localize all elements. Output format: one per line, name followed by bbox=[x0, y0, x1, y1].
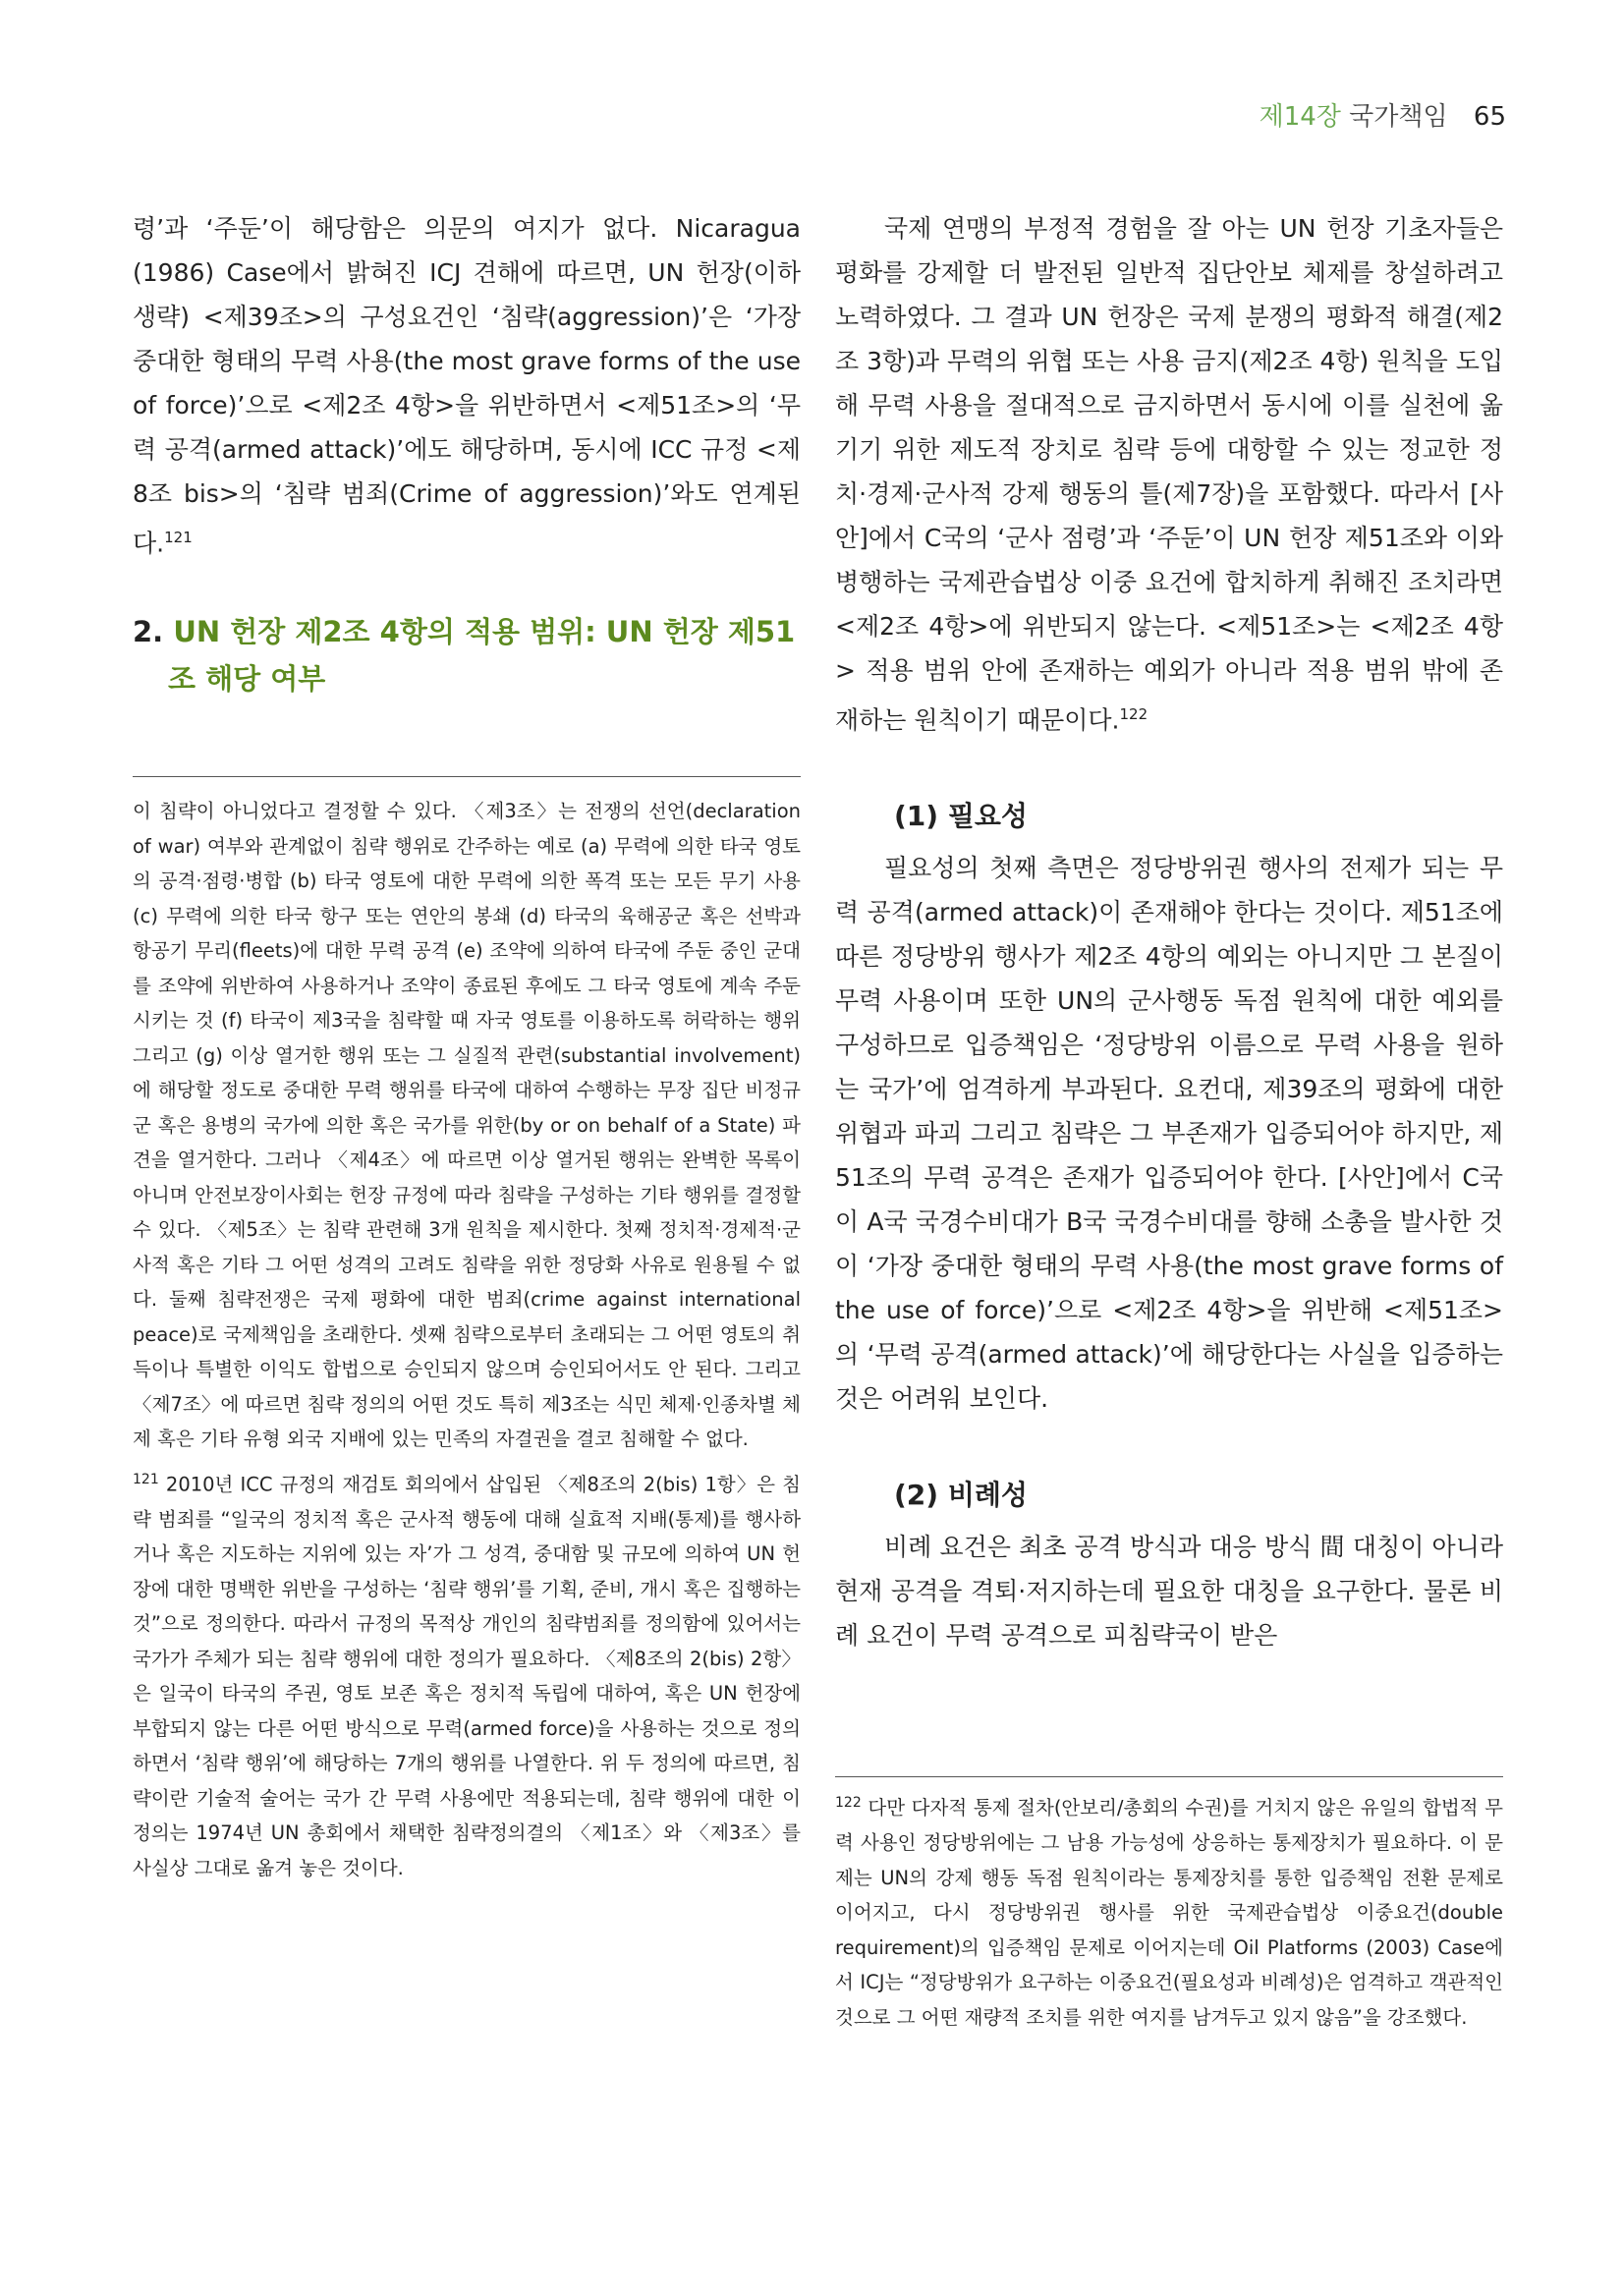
right-footnotes bbox=[835, 1786, 1503, 2035]
running-header bbox=[1260, 96, 1506, 133]
subheading-proportionality: (2) 비례성 bbox=[894, 1479, 1028, 1512]
left-column bbox=[133, 206, 801, 702]
footnote-122-number: 122 bbox=[835, 1795, 862, 1811]
footnote-121 bbox=[133, 1463, 801, 1886]
section-number: 2. bbox=[133, 615, 164, 649]
proportionality-paragraph: 비례 요건은 최초 공격 방식과 대응 방식 間 대칭이 아니라 현재 공격을 격퇴·저지하는데 필요한 대칭을 요구한다. 물론 비례 요건이 무력 공격으로 피침략국이 받은 bbox=[835, 1533, 1503, 1651]
footnote-122-text: 다만 다자적 통제 절차(안보리/총회의 수권)를 거치지 않은 유일의 합법적 무력 사용인 정당방위에는 그 남용 가능성에 상응하는 통제장치가 필요하다. 이 문제는 UN의 강제 행동 독점 원칙이라는 통제장치를 통한 입증책임 전환 문제로 이어지고, 다시 정당방위권 행사를 위한 국제관습법상 이중요건(double requirement)의 입증책임 문제로 이어지는데 Oil Platforms (2003) Case에서 ICJ는 “정당방위가 요구하는 이중요건(필요성과 비례성)은 엄격하고 객관적인 것으로 그 어떤 재량적 조치를 위한 여지를 남겨두고 있지 않음”을 강조했다. bbox=[835, 1796, 1503, 2029]
left-paragraph-1 bbox=[133, 206, 801, 565]
chapter-number: 제14장 bbox=[1259, 102, 1341, 132]
right-column bbox=[835, 206, 1503, 1657]
left-footnotes bbox=[133, 794, 801, 1885]
section-title: UN 헌장 제2조 4항의 적용 범위: UN 헌장 제51조 해당 여부 bbox=[168, 615, 796, 697]
footnote-continued: 이 침략이 아니었다고 결정할 수 있다. 〈제3조〉는 전쟁의 선언(declaration of war) 여부와 관계없이 침략 행위로 간주하는 예로 (a) 무력에 의한 타국 영토의 공격·점령·병합 (b) 타국 영토에 대한 무력에 의한 폭격 또는 모든 무기 사용 (c) 무력에 의한 타국 항구 또는 연안의 봉쇄 (d) 타국의 육해공군 혹은 선박과 항공기 무리(fleets)에 대한 무력 공격 (e) 조약에 의하여 타국에 주둔 중인 군대를 조약에 위반하여 사용하거나 조약이 종료된 후에도 그 타국 영토에 계속 주둔시키는 것 (f) 타국이 제3국을 침략할 때 자국 영토를 이용하도록 허락하는 행위 그리고 (g) 이상 열거한 행위 또는 그 실질적 관련(substantial involvement)에 해당할 정도로 중대한 무력 행위를 타국에 대하여 수행하는 무장 집단 비정규군 혹은 용병의 국가에 의한 혹은 국가를 위한(by or on behalf of a State) 파견을 열거한다. 그러나 〈제4조〉에 따르면 이상 열거된 행위는 완벽한 목록이 아니며 안전보장이사회는 헌장 규정에 따라 침략을 구성하는 기타 행위를 결정할 수 있다. 〈제5조〉는 침략 관련해 3개 원칙을 제시한다. 첫째 정치적·경제적·군사적 혹은 기타 그 어떤 성격의 고려도 침략을 위한 정당화 사유로 원용될 수 없다. 둘째 침략전쟁은 국제 평화에 대한 범죄(crime against international peace)로 국제책임을 초래한다. 셋째 침략으로부터 초래되는 그 어떤 영토의 취득이나 특별한 이익도 합법으로 승인되지 않으며 승인되어서도 안 된다. 그리고 〈제7조〉에 따르면 침략 정의의 어떤 것도 특히 제3조는 식민 체제·인종차별 체제 혹은 기타 유형 외국 지배에 있는 민족의 자결권을 결코 침해할 수 없다. bbox=[133, 800, 801, 1450]
subheading-necessity: (1) 필요성 bbox=[894, 800, 1028, 833]
footnote-divider-left bbox=[133, 776, 801, 777]
footnote-ref-122[interactable]: 122 bbox=[1119, 705, 1148, 723]
footnote-121-text: 2010년 ICC 규정의 재검토 회의에서 삽입된 〈제8조의 2(bis) 1항〉은 침략 범죄를 “일국의 정치적 혹은 군사적 행동에 대해 실효적 지배(통제)를 행사하거나 혹은 지도하는 지위에 있는 자’가 그 성격, 중대함 및 규모에 의하여 UN 헌장에 대한 명백한 위반을 구성하는 ‘침략 행위’를 기획, 준비, 개시 혹은 집행하는 것”으로 정의한다. 따라서 규정의 목적상 개인의 침략범죄를 정의함에 있어서는 국가가 주체가 되는 침략 행위에 대한 정의가 필요하다. 〈제8조의 2(bis) 2항〉은 일국이 타국의 주권, 영토 보존 혹은 정치적 독립에 대하여, 혹은 UN 헌장에 부합되지 않는 다른 어떤 방식으로 무력(armed force)을 사용하는 것으로 정의하면서 ‘침략 행위’에 해당하는 7개의 행위를 나열한다. 위 두 정의에 따르면, 침략이란 기술적 술어는 국가 간 무력 사용에만 적용되는데, 침략 행위에 대한 이 정의는 1974년 UN 총회에서 채택한 침략정의결의 〈제1조〉와 〈제3조〉를 사실상 그대로 옮겨 놓은 것이다. bbox=[133, 1473, 801, 1879]
section-heading-2 bbox=[133, 608, 801, 702]
left-paragraph-1-text: 령’과 ‘주둔’이 해당함은 의문의 여지가 없다. Nicaragua (1986) Case에서 밝혀진 ICJ 견해에 따르면, UN 헌장(이하 생략) <제39조>의 구성요건인 ‘침략(aggression)’은 ‘가장 중대한 형태의 무력 사용(the most grave forms of the use of force)’으로 <제2조 4항>을 위반하면서 <제51조>의 ‘무력 공격(armed attack)’에도 해당하며, 동시에 ICC 규정 <제8조 bis>의 ‘침략 범죄(Crime of aggression)’와도 연계된다. bbox=[133, 214, 801, 558]
page-number: 65 bbox=[1473, 102, 1506, 132]
footnote-122 bbox=[835, 1786, 1503, 2035]
footnote-ref-121[interactable]: 121 bbox=[164, 529, 193, 546]
chapter-title: 국가책임 bbox=[1349, 102, 1448, 132]
right-paragraph-1-text: 국제 연맹의 부정적 경험을 잘 아는 UN 헌장 기초자들은 평화를 강제할 더 발전된 일반적 집단안보 체제를 창설하려고 노력하였다. 그 결과 UN 헌장은 국제 분쟁의 평화적 해결(제2조 3항)과 무력의 위협 또는 사용 금지(제2조 4항) 원칙을 도입해 무력 사용을 절대적으로 금지하면서 동시에 이를 실천에 옮기기 위한 제도적 장치로 침략 등에 대항할 수 있는 정교한 정치·경제·군사적 강제 행동의 틀(제7장)을 포함했다. 따라서 [사안]에서 C국의 ‘군사 점령’과 ‘주둔’이 UN 헌장 제51조와 이와 병행하는 국제관습법상 이중 요건에 합치하게 취해진 조치라면 <제2조 4항>에 위반되지 않는다. <제51조>는 <제2조 4항> 적용 범위 안에 존재하는 예외가 아니라 적용 범위 밖에 존재하는 원칙이기 때문이다. bbox=[835, 214, 1503, 735]
right-paragraph-1 bbox=[835, 206, 1503, 742]
footnote-divider-right bbox=[835, 1776, 1503, 1777]
necessity-paragraph: 필요성의 첫째 측면은 정당방위권 행사의 전제가 되는 무력 공격(armed attack)이 존재해야 한다는 것이다. 제51조에 따른 정당방위 행사가 제2조 4항의 예외는 아니지만 그 본질이 무력 사용이며 또한 UN의 군사행동 독점 원칙에 대한 예외를 구성하므로 입증책임은 ‘정당방위 이름으로 무력 사용을 원하는 국가’에 엄격하게 부과된다. 요컨대, 제39조의 평화에 대한 위협과 파괴 그리고 침략은 그 부존재가 입증되어야 하지만, 제51조의 무력 공격은 존재가 입증되어야 한다. [사안]에서 C국이 A국 국경수비대가 B국 국경수비대를 향해 소총을 발사한 것이 ‘가장 중대한 형태의 무력 사용(the most grave forms of the use of force)’으로 <제2조 4항>을 위반해 <제51조>의 ‘무력 공격(armed attack)’에 해당한다는 사실을 입증하는 것은 어려워 보인다. bbox=[835, 854, 1503, 1414]
footnote-121-number: 121 bbox=[133, 1471, 159, 1487]
